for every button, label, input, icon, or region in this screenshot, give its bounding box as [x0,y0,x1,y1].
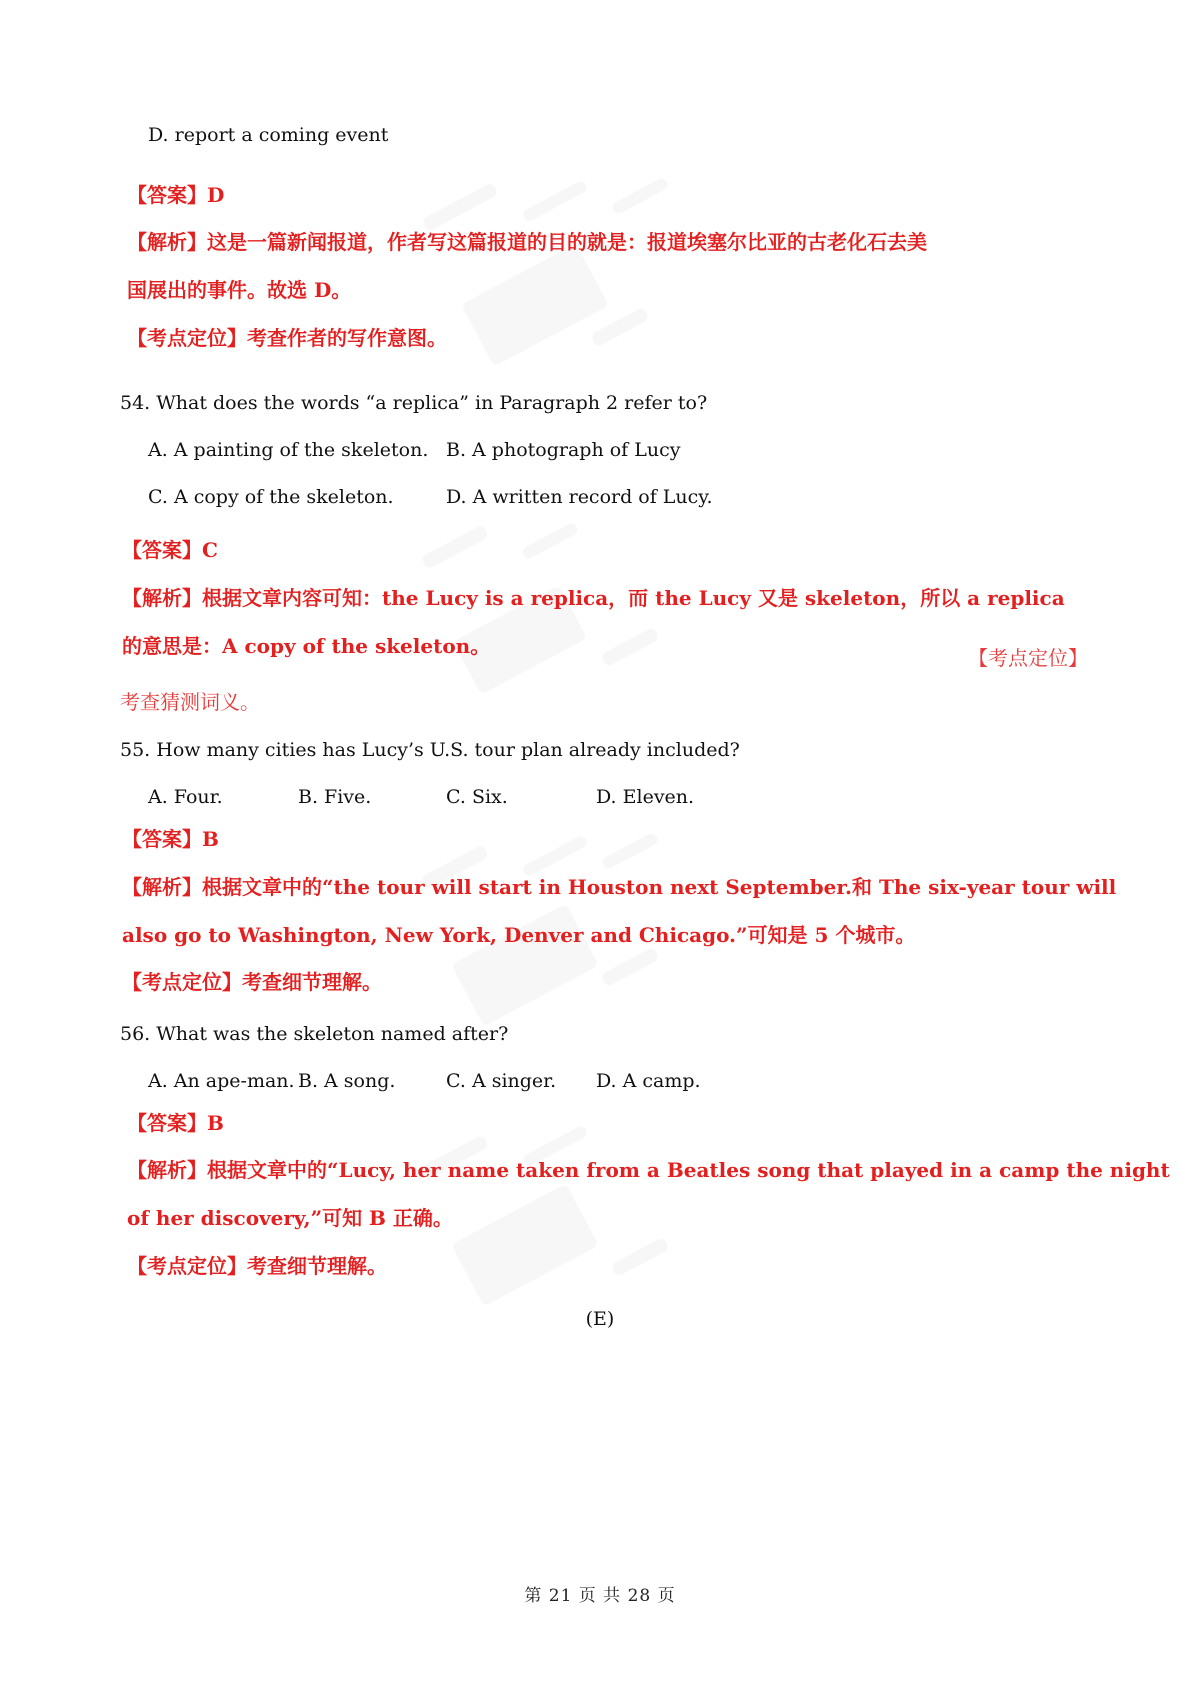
q55-option-c: C. Six. [446,786,508,808]
q56-option-d: D. A camp. [596,1070,701,1092]
q55-option-a: A. Four. [148,786,223,808]
q54-analysis-line2: 的意思是：A copy of the skeleton。 [122,634,491,658]
watermark [461,244,609,367]
watermark [421,524,489,569]
watermark [600,627,660,668]
q55-analysis-line1: 【解析】根据文章中的“the tour will start in Houston next September.和 The six-year tour will [122,875,1117,899]
q55-answer: 【答案】B [122,827,219,851]
q55-point: 【考点定位】考查细节理解。 [122,970,382,994]
watermark [421,182,498,232]
q54-option-d: D. A written record of Lucy. [446,486,713,508]
q55-option-d: D. Eleven. [596,786,695,808]
q56-analysis-line2: of her discovery,”可知 B 正确。 [127,1206,453,1230]
q56-point: 【考点定位】考查细节理解。 [127,1254,387,1278]
watermark [451,904,599,1027]
q55-option-b: B. Five. [298,786,372,808]
watermark [451,1184,599,1307]
q54-option-c: C. A copy of the skeleton. [148,486,394,508]
q56-option-b: B. A song. [298,1070,396,1092]
q54-analysis-line1: 【解析】根据文章内容可知：the Lucy is a replica，而 the Lucy 又是 skeleton，所以 a replica [122,586,1065,610]
q53-point: 【考点定位】考查作者的写作意图。 [127,326,447,350]
q55-question: 55. How many cities has Lucy’s U.S. tour plan already included? [120,739,740,761]
page-footer: 第 21 页 共 28 页 [524,1586,676,1606]
q53-analysis-line2: 国展出的事件。故选 D。 [127,278,352,302]
q53-answer: 【答案】D [127,183,225,207]
q56-option-c: C. A singer. [446,1070,557,1092]
watermark [521,522,580,561]
q54-point-text: 考查猜测词义。 [120,690,260,714]
watermark [610,1237,670,1278]
section-label: (E) [585,1308,615,1330]
q56-analysis-line1: 【解析】根据文章中的“Lucy, her name taken from a Beatles song that played in a camp the night [127,1158,1170,1182]
watermark [601,832,660,871]
q54-option-b: B. A photograph of Lucy [446,439,681,461]
q56-question: 56. What was the skeleton named after? [120,1023,509,1045]
q53-option-d: D. report a coming event [148,124,389,146]
q54-answer: 【答案】C [122,538,218,562]
watermark [521,834,588,877]
q56-option-a: A. An ape-man. [148,1070,295,1092]
q54-question: 54. What does the words “a replica” in Paragraph 2 refer to? [120,392,708,414]
watermark [590,307,650,348]
q56-answer: 【答案】B [127,1111,224,1135]
watermark [521,179,588,222]
q54-option-a: A. A painting of the skeleton. [148,439,429,461]
watermark [600,947,660,988]
watermark [611,177,670,216]
q54-point-label: 【考点定位】 [968,646,1088,670]
q55-analysis-line2: also go to Washington, New York, Denver and Chicago.”可知是 5 个城市。 [122,923,916,947]
q53-analysis-line1: 【解析】这是一篇新闻报道，作者写这篇报道的目的就是：报道埃塞尔比亚的古老化石去美 [127,230,927,254]
